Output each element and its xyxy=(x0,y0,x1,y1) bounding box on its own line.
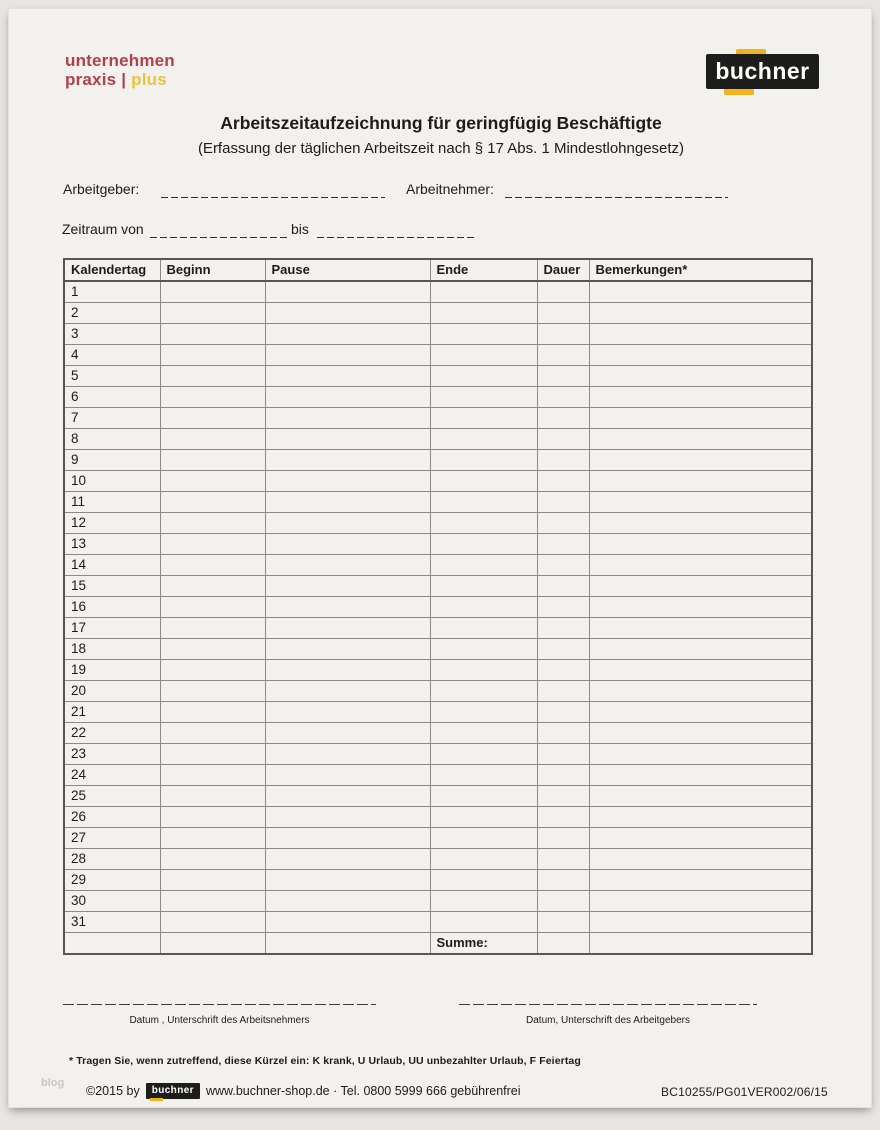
empty-cell xyxy=(537,408,589,429)
table-row xyxy=(64,807,812,828)
empty-cell xyxy=(537,744,589,765)
empty-cell xyxy=(160,828,265,849)
empty-cell xyxy=(537,702,589,723)
day-number-cell: 29 xyxy=(64,870,160,891)
empty-cell xyxy=(265,555,430,576)
table-row xyxy=(64,828,812,849)
empty-cell xyxy=(537,513,589,534)
empty-cell xyxy=(589,324,812,345)
table-row xyxy=(64,744,812,765)
empty-cell xyxy=(265,429,430,450)
buchner-logo-accent-bottom xyxy=(724,88,754,95)
empty-cell xyxy=(537,807,589,828)
empty-cell xyxy=(430,281,537,303)
empty-cell xyxy=(537,660,589,681)
empty-cell xyxy=(160,324,265,345)
empty-cell xyxy=(430,618,537,639)
day-number-cell: 17 xyxy=(64,618,160,639)
empty-cell xyxy=(589,303,812,324)
empty-cell xyxy=(589,492,812,513)
table-row xyxy=(64,281,812,303)
empty-cell xyxy=(430,828,537,849)
day-number-cell: 8 xyxy=(64,429,160,450)
empty-cell xyxy=(265,303,430,324)
day-number-cell: 19 xyxy=(64,660,160,681)
empty-cell xyxy=(265,471,430,492)
empty-cell xyxy=(589,408,812,429)
empty-cell xyxy=(265,723,430,744)
employee-signature-label: Datum , Unterschrift des Arbeitsnehmers xyxy=(129,1015,310,1026)
column-header: Pause xyxy=(265,259,430,281)
empty-cell xyxy=(430,744,537,765)
empty-cell xyxy=(160,450,265,471)
employer-label: Arbeitgeber: xyxy=(63,181,140,197)
empty-cell xyxy=(589,618,812,639)
empty-cell xyxy=(589,345,812,366)
table-row xyxy=(64,660,812,681)
empty-cell xyxy=(589,576,812,597)
empty-cell xyxy=(430,408,537,429)
summe-label-cell: Summe: xyxy=(430,933,537,955)
table-row xyxy=(64,639,812,660)
empty-cell xyxy=(430,387,537,408)
timesheet-header-row xyxy=(64,259,812,281)
empty-cell xyxy=(589,366,812,387)
empty-cell xyxy=(160,681,265,702)
empty-cell xyxy=(430,849,537,870)
empty-cell xyxy=(589,513,812,534)
day-number-cell: 13 xyxy=(64,534,160,555)
empty-cell xyxy=(160,786,265,807)
column-header: Ende xyxy=(430,259,537,281)
empty-cell xyxy=(430,786,537,807)
table-row xyxy=(64,849,812,870)
day-number-cell: 7 xyxy=(64,408,160,429)
table-row xyxy=(64,618,812,639)
empty-cell xyxy=(265,618,430,639)
empty-cell xyxy=(589,870,812,891)
table-row xyxy=(64,891,812,912)
empty-cell xyxy=(430,723,537,744)
empty-cell xyxy=(160,618,265,639)
empty-cell xyxy=(160,765,265,786)
empty-cell xyxy=(430,639,537,660)
empty-cell xyxy=(64,933,160,955)
empty-cell xyxy=(265,744,430,765)
empty-cell xyxy=(265,576,430,597)
table-row xyxy=(64,555,812,576)
table-row xyxy=(64,597,812,618)
empty-cell xyxy=(430,555,537,576)
page-title: Arbeitszeitaufzeichnung für geringfügig Beschäftigte xyxy=(220,113,662,133)
empty-cell xyxy=(160,660,265,681)
empty-cell xyxy=(160,429,265,450)
buchner-footer-logo-text: buchner xyxy=(151,1085,194,1096)
empty-cell xyxy=(265,786,430,807)
empty-cell xyxy=(160,849,265,870)
empty-cell xyxy=(430,324,537,345)
empty-cell xyxy=(265,408,430,429)
day-number-cell: 5 xyxy=(64,366,160,387)
empty-cell xyxy=(265,660,430,681)
empty-cell xyxy=(589,933,812,955)
day-number-cell: 22 xyxy=(64,723,160,744)
table-row xyxy=(64,534,812,555)
empty-cell xyxy=(537,723,589,744)
empty-cell xyxy=(589,471,812,492)
empty-cell xyxy=(430,702,537,723)
column-header: Dauer xyxy=(537,259,589,281)
employee-signature-line xyxy=(63,1003,376,1005)
day-number-cell: 28 xyxy=(64,849,160,870)
day-number-cell: 31 xyxy=(64,912,160,933)
empty-cell xyxy=(265,828,430,849)
empty-cell xyxy=(537,618,589,639)
empty-cell xyxy=(589,723,812,744)
unternehmen-praxis-logo xyxy=(65,51,175,89)
empty-cell xyxy=(160,303,265,324)
period-to-fill-line xyxy=(317,236,476,238)
document-code: BC10255/PG01VER002/06/15 xyxy=(661,1085,828,1099)
employer-signature-line xyxy=(459,1003,757,1005)
day-number-cell: 25 xyxy=(64,786,160,807)
table-row xyxy=(64,366,812,387)
empty-cell xyxy=(265,597,430,618)
empty-cell xyxy=(537,828,589,849)
empty-cell xyxy=(589,681,812,702)
footer-contact: www.buchner-shop.de · Tel. 0800 5999 666 gebührenfrei xyxy=(205,1084,521,1098)
table-row xyxy=(64,408,812,429)
document-page xyxy=(8,8,872,1108)
empty-cell xyxy=(537,492,589,513)
empty-cell xyxy=(589,534,812,555)
table-row xyxy=(64,786,812,807)
empty-cell xyxy=(160,534,265,555)
day-number-cell: 21 xyxy=(64,702,160,723)
empty-cell xyxy=(265,849,430,870)
empty-cell xyxy=(537,765,589,786)
empty-cell xyxy=(430,891,537,912)
empty-cell xyxy=(265,492,430,513)
empty-cell xyxy=(265,933,430,955)
empty-cell xyxy=(589,807,812,828)
empty-cell xyxy=(430,492,537,513)
empty-cell xyxy=(537,933,589,955)
empty-cell xyxy=(589,281,812,303)
empty-cell xyxy=(589,597,812,618)
table-row xyxy=(64,492,812,513)
empty-cell xyxy=(160,744,265,765)
empty-cell xyxy=(430,912,537,933)
empty-cell xyxy=(430,513,537,534)
empty-cell xyxy=(265,639,430,660)
day-number-cell: 12 xyxy=(64,513,160,534)
empty-cell xyxy=(160,807,265,828)
empty-cell xyxy=(537,387,589,408)
empty-cell xyxy=(265,345,430,366)
employee-label: Arbeitnehmer: xyxy=(406,181,494,197)
empty-cell xyxy=(589,765,812,786)
empty-cell xyxy=(589,660,812,681)
empty-cell xyxy=(430,303,537,324)
day-number-cell: 26 xyxy=(64,807,160,828)
day-number-cell: 20 xyxy=(64,681,160,702)
empty-cell xyxy=(537,303,589,324)
empty-cell xyxy=(537,639,589,660)
empty-cell xyxy=(589,450,812,471)
employer-fill-line xyxy=(161,196,385,198)
empty-cell xyxy=(430,681,537,702)
period-to-label: bis xyxy=(291,221,309,237)
day-number-cell: 24 xyxy=(64,765,160,786)
buchner-footer-logo xyxy=(146,1083,200,1099)
day-number-cell: 9 xyxy=(64,450,160,471)
day-number-cell: 1 xyxy=(64,281,160,303)
empty-cell xyxy=(537,849,589,870)
empty-cell xyxy=(430,429,537,450)
empty-cell xyxy=(265,366,430,387)
table-row xyxy=(64,765,812,786)
empty-cell xyxy=(537,471,589,492)
empty-cell xyxy=(265,891,430,912)
empty-cell xyxy=(160,345,265,366)
blog-watermark: blog xyxy=(41,1077,65,1089)
empty-cell xyxy=(160,408,265,429)
day-number-cell: 6 xyxy=(64,387,160,408)
empty-cell xyxy=(265,702,430,723)
empty-cell xyxy=(537,345,589,366)
empty-cell xyxy=(160,891,265,912)
table-row xyxy=(64,723,812,744)
day-number-cell: 11 xyxy=(64,492,160,513)
empty-cell xyxy=(589,429,812,450)
empty-cell xyxy=(160,555,265,576)
empty-cell xyxy=(265,324,430,345)
day-number-cell: 14 xyxy=(64,555,160,576)
empty-cell xyxy=(160,513,265,534)
empty-cell xyxy=(160,492,265,513)
day-number-cell: 27 xyxy=(64,828,160,849)
empty-cell xyxy=(589,849,812,870)
copyright-prefix: ©2015 by xyxy=(86,1084,140,1098)
empty-cell xyxy=(265,681,430,702)
empty-cell xyxy=(589,786,812,807)
timesheet-body xyxy=(64,281,812,954)
empty-cell xyxy=(160,639,265,660)
empty-cell xyxy=(589,387,812,408)
empty-cell xyxy=(589,744,812,765)
logo-line-2: praxis | plus xyxy=(65,70,167,89)
empty-cell xyxy=(265,765,430,786)
empty-cell xyxy=(537,597,589,618)
empty-cell xyxy=(160,933,265,955)
empty-cell xyxy=(265,807,430,828)
empty-cell xyxy=(430,534,537,555)
period-from-fill-line xyxy=(150,236,287,238)
employee-fill-line xyxy=(505,196,728,198)
column-header: Beginn xyxy=(160,259,265,281)
table-row xyxy=(64,513,812,534)
period-from-label: Zeitraum von xyxy=(62,221,144,237)
empty-cell xyxy=(537,912,589,933)
summary-row xyxy=(64,933,812,955)
day-number-cell: 16 xyxy=(64,597,160,618)
footnote: * Tragen Sie, wenn zutreffend, diese Kürzel ein: K krank, U Urlaub, UU unbezahlter Urlaub, F Feiertag xyxy=(69,1055,581,1067)
empty-cell xyxy=(537,324,589,345)
empty-cell xyxy=(265,534,430,555)
empty-cell xyxy=(537,891,589,912)
empty-cell xyxy=(265,513,430,534)
empty-cell xyxy=(430,870,537,891)
table-row xyxy=(64,303,812,324)
empty-cell xyxy=(430,597,537,618)
logo-line-1: unternehmen xyxy=(65,51,175,70)
empty-cell xyxy=(537,555,589,576)
empty-cell xyxy=(589,828,812,849)
empty-cell xyxy=(537,366,589,387)
column-header: Bemerkungen* xyxy=(589,259,812,281)
empty-cell xyxy=(160,576,265,597)
empty-cell xyxy=(160,366,265,387)
buchner-logo xyxy=(706,49,819,95)
empty-cell xyxy=(589,639,812,660)
table-row xyxy=(64,324,812,345)
empty-cell xyxy=(430,765,537,786)
column-header: Kalendertag xyxy=(64,259,160,281)
empty-cell xyxy=(430,345,537,366)
day-number-cell: 10 xyxy=(64,471,160,492)
empty-cell xyxy=(160,870,265,891)
employer-signature-label: Datum, Unterschrift des Arbeitgebers xyxy=(526,1015,690,1026)
table-row xyxy=(64,450,812,471)
empty-cell xyxy=(265,450,430,471)
empty-cell xyxy=(265,387,430,408)
day-number-cell: 18 xyxy=(64,639,160,660)
empty-cell xyxy=(589,891,812,912)
empty-cell xyxy=(430,807,537,828)
day-number-cell: 15 xyxy=(64,576,160,597)
empty-cell xyxy=(537,429,589,450)
table-row xyxy=(64,429,812,450)
empty-cell xyxy=(160,471,265,492)
page-subtitle: (Erfassung der täglichen Arbeitszeit nach § 17 Abs. 1 Mindestlohngesetz) xyxy=(197,140,685,157)
empty-cell xyxy=(160,597,265,618)
table-row xyxy=(64,912,812,933)
empty-cell xyxy=(537,534,589,555)
table-row xyxy=(64,471,812,492)
empty-cell xyxy=(537,450,589,471)
table-row xyxy=(64,387,812,408)
empty-cell xyxy=(160,723,265,744)
empty-cell xyxy=(430,471,537,492)
table-row xyxy=(64,702,812,723)
table-row xyxy=(64,681,812,702)
empty-cell xyxy=(589,912,812,933)
empty-cell xyxy=(265,281,430,303)
empty-cell xyxy=(537,870,589,891)
empty-cell xyxy=(589,702,812,723)
day-number-cell: 3 xyxy=(64,324,160,345)
buchner-footer-logo-accent xyxy=(150,1098,163,1101)
table-row xyxy=(64,870,812,891)
empty-cell xyxy=(265,870,430,891)
day-number-cell: 23 xyxy=(64,744,160,765)
table-row xyxy=(64,576,812,597)
day-number-cell: 30 xyxy=(64,891,160,912)
empty-cell xyxy=(430,660,537,681)
day-number-cell: 4 xyxy=(64,345,160,366)
empty-cell xyxy=(589,555,812,576)
empty-cell xyxy=(537,681,589,702)
day-number-cell: 2 xyxy=(64,303,160,324)
empty-cell xyxy=(265,912,430,933)
empty-cell xyxy=(160,702,265,723)
empty-cell xyxy=(537,576,589,597)
empty-cell xyxy=(430,576,537,597)
empty-cell xyxy=(160,912,265,933)
buchner-logo-text: buchner xyxy=(706,54,819,89)
footer-copyright xyxy=(86,1083,521,1099)
empty-cell xyxy=(430,450,537,471)
table-row xyxy=(64,345,812,366)
empty-cell xyxy=(160,281,265,303)
empty-cell xyxy=(537,281,589,303)
empty-cell xyxy=(430,366,537,387)
empty-cell xyxy=(160,387,265,408)
timesheet-table xyxy=(63,258,813,955)
empty-cell xyxy=(537,786,589,807)
